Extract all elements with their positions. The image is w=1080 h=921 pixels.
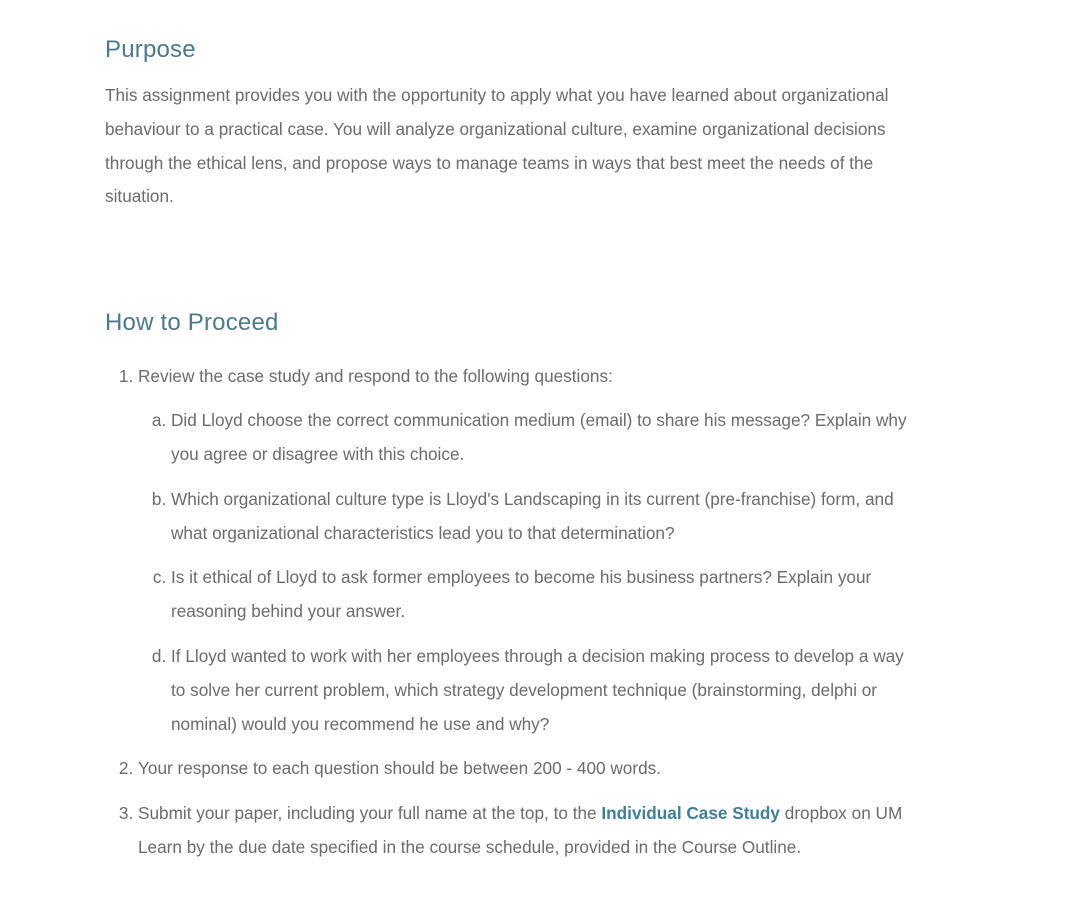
question-c: c. Is it ethical of Lloyd to ask former employees to become his business partners? Explain your reasoning behind your answer. xyxy=(171,560,911,628)
how-to-proceed-heading: How to Proceed xyxy=(105,309,279,336)
individual-case-study-link[interactable]: Individual Case Study xyxy=(601,802,780,823)
step-1 xyxy=(138,359,928,741)
step-3-text-after-link: dropbox on UM Learn by the due date specified in the course schedule, provided in the Course Outline. xyxy=(138,802,903,857)
purpose-paragraph: This assignment provides you with the opportunity to apply what you have learned about organizational behaviour to a practical case. You will analyze organizational culture, examine organizational decisions through the ethical lens, and propose ways to manage teams in ways that best meet the needs of the situation. xyxy=(105,85,889,207)
question-b: b. Which organizational culture type is Lloyd's Landscaping in its current (pre-franchise) form, and what organizational characteristics lead you to that determination? xyxy=(171,482,911,550)
questions-list xyxy=(138,403,911,741)
step-2: 2. Your response to each question should be between 200 - 400 words. xyxy=(138,751,928,785)
purpose-heading: Purpose xyxy=(105,36,196,63)
question-d: d. If Lloyd wanted to work with her employees through a decision making process to develop a way to solve her current problem, which strategy development technique (brainstorming, delphi or nominal) would you recommend he use and why? xyxy=(171,639,911,741)
step-1-text: Review the case study and respond to the following questions: xyxy=(138,366,613,386)
step-3-text-before-link: Submit your paper, including your full name at the top, to the xyxy=(138,802,602,823)
question-a: a. Did Lloyd choose the correct communication medium (email) to share his message? Explain why you agree or disagree with this choice. xyxy=(171,403,911,471)
step-3 xyxy=(138,796,928,864)
steps-list xyxy=(105,359,928,874)
